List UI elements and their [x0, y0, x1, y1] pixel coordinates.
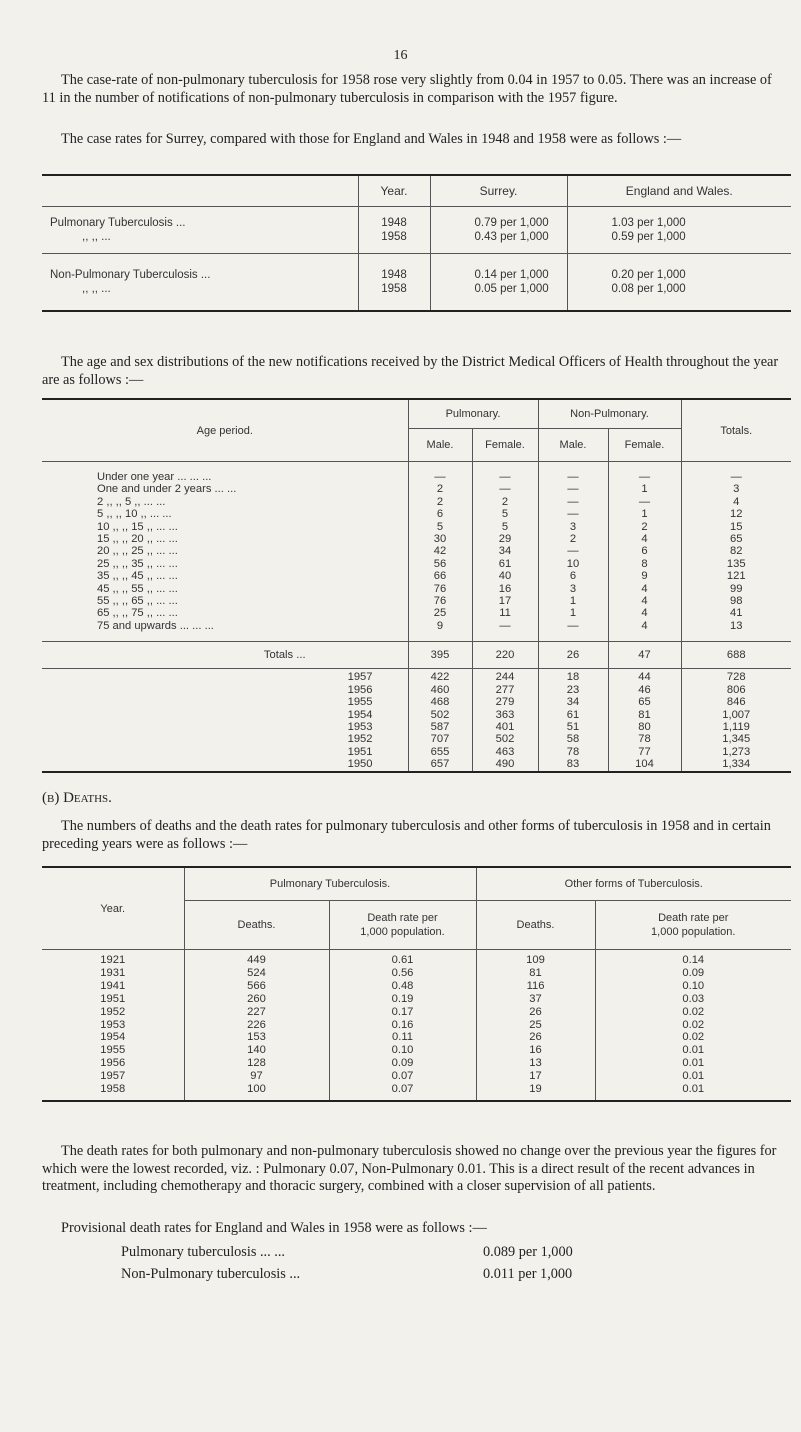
- totals-row: [42, 642, 791, 669]
- prev-year-cell: 1957: [347, 671, 373, 684]
- notifications-table: [42, 398, 791, 773]
- total-cell: 728: [681, 669, 791, 684]
- provisional-nonpulmonary-value: 0.011 per 1,000: [483, 1266, 573, 1282]
- table-row: [42, 1019, 791, 1032]
- other-deaths-cell: 19: [476, 1083, 595, 1101]
- table-row: [42, 1070, 791, 1083]
- header-pulm-male: Male.: [408, 429, 472, 462]
- table-row: [42, 1057, 791, 1070]
- total-cell: 98: [681, 595, 791, 607]
- header-pulm-rate: [329, 901, 476, 950]
- totals-pulm-female: 220: [472, 642, 538, 669]
- provisional-pulmonary-label: Pulmonary tuberculosis ... ...: [121, 1244, 286, 1260]
- pulm-male-cell: 502: [408, 709, 472, 721]
- pulm-rate-cell: 0.16: [329, 1019, 476, 1032]
- pulm-rate-cell: 0.07: [329, 1083, 476, 1101]
- pulm-deaths-cell: 140: [184, 1044, 329, 1057]
- header-pulm-deaths: Deaths.: [184, 901, 329, 950]
- pulm-male-cell: 6: [408, 508, 472, 520]
- pulm-female-cell: 17: [472, 595, 538, 607]
- nonpulm-female-cell: 4: [608, 620, 681, 632]
- nonpulm-male-cell: 1: [538, 595, 608, 607]
- header-nonpulm-female: Female.: [608, 429, 681, 462]
- nonpulm-male-cell: 61: [538, 709, 608, 721]
- pulm-male-cell: 56: [408, 558, 472, 570]
- total-cell: 1,007: [681, 709, 791, 721]
- table-row: [42, 483, 791, 495]
- prev-year-cell: 1952: [347, 733, 373, 746]
- nonpulm-male-cell: 10: [538, 558, 608, 570]
- age-period-cell: 55 ,, ,, 65 ,, ... ...: [97, 595, 178, 608]
- header-pulm-female: Female.: [472, 429, 538, 462]
- pulm-female-cell: 363: [472, 709, 538, 721]
- pulm-female-cell: —: [472, 471, 538, 483]
- table-row: [42, 521, 791, 533]
- pulm-female-cell: —: [472, 620, 538, 632]
- age-sex-intro: The age and sex distributions of the new notifications received by the District Medical Officers of Health throughout the year are as follows :—: [42, 354, 779, 388]
- other-rate-cell: 0.01: [595, 1070, 791, 1083]
- table-row: [42, 533, 791, 545]
- prev-year-cell: 1954: [347, 708, 373, 721]
- total-cell: 1,334: [681, 758, 791, 771]
- nonpulm-female-cell: 6: [608, 545, 681, 557]
- nonpulm-male-cell: —: [538, 620, 608, 632]
- age-period-cell: 5 ,, ,, 10 ,, ... ...: [97, 508, 172, 521]
- nonpulm-male-cell: 1: [538, 607, 608, 619]
- pulm-male-cell: 655: [408, 746, 472, 758]
- table-row: [42, 230, 791, 244]
- deaths-header-row: [42, 867, 791, 901]
- table-row: [42, 496, 791, 508]
- nonpulm-female-cell: —: [608, 496, 681, 508]
- nonpulm-female-cell: 77: [608, 746, 681, 758]
- table-row: [42, 282, 791, 296]
- pulm-female-cell: 16: [472, 583, 538, 595]
- rate-line2: 1,000 population.: [360, 926, 445, 938]
- age-period-cell: 35 ,, ,, 45 ,, ... ...: [97, 570, 178, 583]
- nonpulm-female-cell: 1: [608, 508, 681, 520]
- totals-label: Totals ...: [42, 642, 408, 669]
- provisional-intro: Provisional death rates for England and Wales in 1958 were as follows :—: [61, 1220, 487, 1236]
- nonpulm-male-cell: 3: [538, 583, 608, 595]
- rate-line2: 1,000 population.: [651, 926, 736, 938]
- totals-nonpulm-female: 47: [608, 642, 681, 669]
- other-deaths-cell: 26: [476, 1031, 595, 1044]
- year-cell: 1941: [100, 979, 126, 992]
- nonpulm-male-cell: —: [538, 483, 608, 495]
- nonpulm-male-cell: 34: [538, 696, 608, 708]
- other-deaths-cell: 25: [476, 1019, 595, 1032]
- year-cell: 1931: [100, 966, 126, 979]
- nonpulm-male-cell: 23: [538, 684, 608, 696]
- pulm-male-cell: 76: [408, 583, 472, 595]
- other-rate-cell: 0.02: [595, 1031, 791, 1044]
- rate-line1: Death rate per: [658, 912, 729, 924]
- age-period-cell: 65 ,, ,, 75 ,, ... ...: [97, 607, 178, 620]
- pulm-male-cell: 25: [408, 607, 472, 619]
- table-row: [42, 607, 791, 619]
- total-cell: 806: [681, 684, 791, 696]
- row-year: 1958: [358, 230, 430, 244]
- row-england: 0.08 per 1,000: [567, 282, 791, 296]
- other-rate-cell: 0.02: [595, 1019, 791, 1032]
- pulm-rate-cell: 0.19: [329, 993, 476, 1006]
- totals-pulm-male: 395: [408, 642, 472, 669]
- total-cell: 1,345: [681, 733, 791, 745]
- table-row: [42, 1044, 791, 1057]
- table-row: [42, 993, 791, 1006]
- year-cell: 1953: [100, 1018, 126, 1031]
- row-label: Non-Pulmonary Tuberculosis ...: [50, 269, 211, 281]
- pulm-male-cell: 9: [408, 620, 472, 632]
- nonpulm-female-cell: 8: [608, 558, 681, 570]
- pulm-female-cell: 502: [472, 733, 538, 745]
- pulm-rate-cell: 0.61: [329, 950, 476, 967]
- nonpulm-female-cell: 44: [608, 669, 681, 684]
- other-rate-cell: 0.09: [595, 967, 791, 980]
- nonpulm-male-cell: —: [538, 508, 608, 520]
- pulm-male-cell: 2: [408, 483, 472, 495]
- pulm-female-cell: 401: [472, 721, 538, 733]
- row-year: 1948: [358, 268, 430, 282]
- pulm-rate-cell: 0.09: [329, 1057, 476, 1070]
- row-label: ,, ,, ...: [82, 231, 111, 243]
- pulm-female-cell: 490: [472, 758, 538, 771]
- nonpulm-male-cell: 2: [538, 533, 608, 545]
- pulm-rate-cell: 0.10: [329, 1044, 476, 1057]
- row-england: 1.03 per 1,000: [567, 216, 791, 230]
- nonpulm-female-cell: 65: [608, 696, 681, 708]
- header-other-rate: [595, 901, 791, 950]
- table-row: [42, 268, 791, 282]
- other-deaths-cell: 16: [476, 1044, 595, 1057]
- total-cell: —: [681, 471, 791, 483]
- previous-year-row: [42, 758, 791, 771]
- total-cell: 15: [681, 521, 791, 533]
- pulm-male-cell: 707: [408, 733, 472, 745]
- header-age-period: Age period.: [196, 424, 253, 437]
- pulm-male-cell: 468: [408, 696, 472, 708]
- table-row: [42, 545, 791, 557]
- pulm-female-cell: 40: [472, 570, 538, 582]
- pulm-deaths-cell: 449: [184, 950, 329, 967]
- pulm-female-cell: 244: [472, 669, 538, 684]
- nonpulm-female-cell: 4: [608, 595, 681, 607]
- header-non-pulmonary: Non-Pulmonary.: [538, 399, 681, 429]
- prev-year-cell: 1950: [347, 758, 373, 771]
- header-surrey: Surrey.: [430, 175, 567, 207]
- prev-year-cell: 1955: [347, 696, 373, 709]
- totals-total: 688: [681, 642, 791, 669]
- age-period-cell: One and under 2 years ... ...: [97, 483, 237, 496]
- pulm-female-cell: 34: [472, 545, 538, 557]
- other-rate-cell: 0.10: [595, 980, 791, 993]
- other-deaths-cell: 26: [476, 1006, 595, 1019]
- other-deaths-cell: 13: [476, 1057, 595, 1070]
- age-period-cell: Under one year ... ... ...: [97, 471, 212, 483]
- table-row: [42, 570, 791, 582]
- other-rate-cell: 0.03: [595, 993, 791, 1006]
- row-surrey: 0.43 per 1,000: [430, 230, 567, 244]
- case-rates-intro: The case rates for Surrey, compared with those for England and Wales in 1948 and 1958 were as follows :—: [61, 131, 682, 147]
- notifications-header-row: [42, 399, 791, 429]
- total-cell: 65: [681, 533, 791, 545]
- total-cell: 1,119: [681, 721, 791, 733]
- table-row: [42, 967, 791, 980]
- page-number: 16: [393, 48, 408, 63]
- previous-year-row: [42, 684, 791, 696]
- total-cell: 41: [681, 607, 791, 619]
- prev-year-cell: 1956: [347, 683, 373, 696]
- pulm-female-cell: 463: [472, 746, 538, 758]
- pulm-female-cell: —: [472, 483, 538, 495]
- row-england: 0.20 per 1,000: [567, 268, 791, 282]
- table-row: [42, 558, 791, 570]
- pulm-male-cell: 422: [408, 669, 472, 684]
- table-row: [42, 216, 791, 230]
- deaths-table: [42, 866, 791, 1102]
- pulm-deaths-cell: 226: [184, 1019, 329, 1032]
- pulm-male-cell: —: [408, 471, 472, 483]
- header-year: Year.: [358, 175, 430, 207]
- nonpulm-female-cell: 1: [608, 483, 681, 495]
- nonpulm-male-cell: —: [538, 545, 608, 557]
- nonpulm-female-cell: 2: [608, 521, 681, 533]
- age-period-cell: 45 ,, ,, 55 ,, ... ...: [97, 582, 178, 595]
- previous-year-row: [42, 721, 791, 733]
- nonpulm-male-cell: 58: [538, 733, 608, 745]
- pulm-female-cell: 61: [472, 558, 538, 570]
- nonpulm-male-cell: 78: [538, 746, 608, 758]
- pulm-female-cell: 11: [472, 607, 538, 619]
- nonpulm-male-cell: —: [538, 471, 608, 483]
- other-rate-cell: 0.01: [595, 1044, 791, 1057]
- pulm-rate-cell: 0.56: [329, 967, 476, 980]
- nonpulm-female-cell: 4: [608, 583, 681, 595]
- header-blank: [42, 175, 358, 207]
- nonpulm-female-cell: 78: [608, 733, 681, 745]
- previous-year-row: [42, 669, 791, 684]
- total-cell: 13: [681, 620, 791, 632]
- pulm-male-cell: 460: [408, 684, 472, 696]
- row-surrey: 0.05 per 1,000: [430, 282, 567, 296]
- provisional-pulmonary-value: 0.089 per 1,000: [483, 1244, 573, 1260]
- nonpulm-female-cell: 46: [608, 684, 681, 696]
- other-deaths-cell: 81: [476, 967, 595, 980]
- pulm-deaths-cell: 128: [184, 1057, 329, 1070]
- pulm-female-cell: 5: [472, 521, 538, 533]
- total-cell: 4: [681, 496, 791, 508]
- age-period-cell: 15 ,, ,, 20 ,, ... ...: [97, 533, 178, 546]
- header-other-tb: Other forms of Tuberculosis.: [476, 867, 791, 901]
- row-surrey: 0.79 per 1,000: [430, 216, 567, 230]
- prev-year-cell: 1953: [347, 720, 373, 733]
- nonpulm-male-cell: 51: [538, 721, 608, 733]
- total-cell: 1,273: [681, 746, 791, 758]
- other-rate-cell: 0.02: [595, 1006, 791, 1019]
- nonpulm-female-cell: —: [608, 471, 681, 483]
- pulm-female-cell: 277: [472, 684, 538, 696]
- nonpulm-female-cell: 4: [608, 607, 681, 619]
- prev-year-cell: 1951: [347, 745, 373, 758]
- pulm-rate-cell: 0.17: [329, 1006, 476, 1019]
- nonpulm-female-cell: 4: [608, 533, 681, 545]
- totals-nonpulm-male: 26: [538, 642, 608, 669]
- deaths-body: [42, 950, 791, 1101]
- notifications-body: [42, 462, 791, 772]
- row-year: 1958: [358, 282, 430, 296]
- table-row: [42, 595, 791, 607]
- nonpulm-female-cell: 104: [608, 758, 681, 771]
- pulm-male-cell: 66: [408, 570, 472, 582]
- total-cell: 121: [681, 570, 791, 582]
- previous-year-row: [42, 696, 791, 708]
- table-row: [42, 980, 791, 993]
- pulm-male-cell: 42: [408, 545, 472, 557]
- age-period-cell: 75 and upwards ... ... ...: [97, 619, 214, 632]
- other-deaths-cell: 109: [476, 950, 595, 967]
- pulm-male-cell: 587: [408, 721, 472, 733]
- header-england: England and Wales.: [567, 175, 791, 207]
- nonpulm-male-cell: 18: [538, 669, 608, 684]
- age-period-cell: 20 ,, ,, 25 ,, ... ...: [97, 545, 178, 558]
- total-cell: 12: [681, 508, 791, 520]
- pulm-female-cell: 29: [472, 533, 538, 545]
- other-deaths-cell: 116: [476, 980, 595, 993]
- nonpulm-male-cell: 6: [538, 570, 608, 582]
- year-cell: 1952: [100, 1005, 126, 1018]
- pulm-deaths-cell: 97: [184, 1070, 329, 1083]
- age-period-cell: 2 ,, ,, 5 ,, ... ...: [97, 495, 166, 508]
- table-row: [42, 950, 791, 967]
- pulm-rate-cell: 0.07: [329, 1070, 476, 1083]
- other-rate-cell: 0.01: [595, 1057, 791, 1070]
- pulm-male-cell: 657: [408, 758, 472, 771]
- pulm-deaths-cell: 524: [184, 967, 329, 980]
- pulm-deaths-cell: 100: [184, 1083, 329, 1101]
- pulm-rate-cell: 0.48: [329, 980, 476, 993]
- header-nonpulm-male: Male.: [538, 429, 608, 462]
- header-pulmonary: Pulmonary.: [408, 399, 538, 429]
- deaths-heading: (b) Deaths.: [42, 790, 112, 806]
- case-rates-header-row: [42, 175, 791, 207]
- table-row: [42, 620, 791, 632]
- row-label: ,, ,, ...: [82, 283, 111, 295]
- row-surrey: 0.14 per 1,000: [430, 268, 567, 282]
- pulm-female-cell: 279: [472, 696, 538, 708]
- table-row: [42, 1083, 791, 1101]
- pulm-deaths-cell: 260: [184, 993, 329, 1006]
- year-cell: 1958: [100, 1083, 126, 1096]
- header-year: Year.: [42, 867, 184, 950]
- pulm-male-cell: 76: [408, 595, 472, 607]
- pulm-male-cell: 2: [408, 496, 472, 508]
- header-pulmonary-tb: Pulmonary Tuberculosis.: [184, 867, 476, 901]
- year-cell: 1955: [100, 1044, 126, 1057]
- other-rate-cell: 0.01: [595, 1083, 791, 1101]
- year-cell: 1951: [100, 992, 126, 1005]
- nonpulm-male-cell: 83: [538, 758, 608, 771]
- header-totals: Totals.: [681, 399, 791, 462]
- total-cell: 135: [681, 558, 791, 570]
- conclusion-paragraph: The death rates for both pulmonary and non-pulmonary tuberculosis showed no change over the previous year the figures for which were the lowest recorded, viz. : Pulmonary 0.07, Non-Pulmonary 0.01. This is a direct result of the recent advances in treatment, including chemotherapy and thoracic surgery, combined with a closer supervision of all patients.: [42, 1143, 777, 1194]
- nonpulm-female-cell: 9: [608, 570, 681, 582]
- pulm-male-cell: 5: [408, 521, 472, 533]
- age-period-cell: 10 ,, ,, 15 ,, ... ...: [97, 520, 178, 533]
- row-label: Pulmonary Tuberculosis ...: [50, 217, 186, 229]
- year-cell: 1921: [100, 954, 126, 966]
- total-cell: 846: [681, 696, 791, 708]
- row-year: 1948: [358, 216, 430, 230]
- other-deaths-cell: 37: [476, 993, 595, 1006]
- provisional-nonpulmonary-label: Non-Pulmonary tuberculosis ...: [121, 1266, 301, 1282]
- row-england: 0.59 per 1,000: [567, 230, 791, 244]
- table-row: [42, 1006, 791, 1019]
- nonpulm-female-cell: 80: [608, 721, 681, 733]
- pulm-rate-cell: 0.11: [329, 1031, 476, 1044]
- pulm-deaths-cell: 566: [184, 980, 329, 993]
- total-cell: 3: [681, 483, 791, 495]
- age-period-cell: 25 ,, ,, 35 ,, ... ...: [97, 557, 178, 570]
- table-row: [42, 1031, 791, 1044]
- pulm-male-cell: 30: [408, 533, 472, 545]
- rate-line1: Death rate per: [367, 912, 438, 924]
- nonpulm-male-cell: 3: [538, 521, 608, 533]
- pulm-deaths-cell: 227: [184, 1006, 329, 1019]
- year-cell: 1954: [100, 1031, 126, 1044]
- nonpulm-male-cell: —: [538, 496, 608, 508]
- other-deaths-cell: 17: [476, 1070, 595, 1083]
- year-cell: 1956: [100, 1057, 126, 1070]
- previous-year-row: [42, 709, 791, 721]
- year-cell: 1957: [100, 1070, 126, 1083]
- header-other-deaths: Deaths.: [476, 901, 595, 950]
- table-row: [42, 471, 791, 483]
- table-row: [42, 583, 791, 595]
- total-cell: 82: [681, 545, 791, 557]
- pulm-deaths-cell: 153: [184, 1031, 329, 1044]
- other-rate-cell: 0.14: [595, 950, 791, 967]
- intro-paragraph: The case-rate of non-pulmonary tuberculosis for 1958 rose very slightly from 0.04 in 1957 to 0.05. There was an increase of 11 in the number of notifications of non-pulmonary tuberculosis in comparison with the 1957 figure.: [42, 72, 772, 106]
- table-row: [42, 508, 791, 520]
- pulm-female-cell: 5: [472, 508, 538, 520]
- total-cell: 99: [681, 583, 791, 595]
- deaths-intro: The numbers of deaths and the death rates for pulmonary tuberculosis and other forms of tuberculosis in 1958 and in certain preceding years were as follows :—: [42, 818, 771, 852]
- pulm-female-cell: 2: [472, 496, 538, 508]
- case-rates-table: [42, 174, 791, 312]
- previous-year-row: [42, 746, 791, 758]
- previous-year-row: [42, 733, 791, 745]
- deaths-heading-wrap: [42, 790, 787, 808]
- nonpulm-female-cell: 81: [608, 709, 681, 721]
